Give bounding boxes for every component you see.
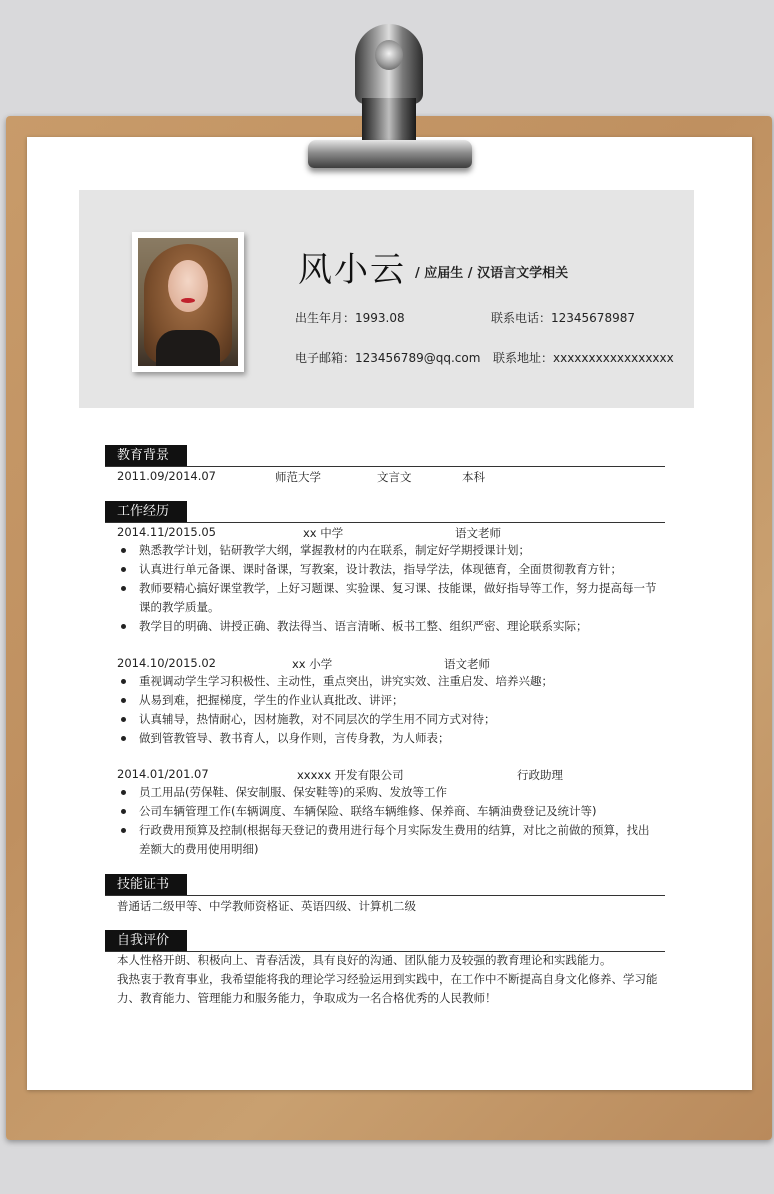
section-title-self-evaluation: 自我评价	[105, 930, 187, 952]
profile-header	[79, 190, 694, 408]
list-item: 重视调动学生学习积极性、主动性，重点突出，讲究实效、注重启发、培养兴趣；	[117, 672, 657, 691]
list-item: 员工用品(劳保鞋、保安制服、保安鞋等)的采购、发放等工作	[117, 783, 657, 802]
job-period: 2014.01/201.07	[117, 767, 209, 781]
education-major: 文言文	[377, 470, 412, 484]
skills-section	[105, 874, 665, 913]
education-school: 师范大学	[275, 470, 321, 484]
contact-address: 联系地址：xxxxxxxxxxxxxxxxx	[493, 351, 674, 365]
job-period: 2014.10/2015.02	[117, 656, 216, 670]
list-item: 从易到难，把握梯度，学生的作业认真批改、讲评；	[117, 691, 657, 710]
self-evaluation-line1: 本人性格开朗、积极向上、青春活泼，具有良好的沟通、团队能力及较强的教育理论和实践能力。	[117, 953, 612, 967]
candidate-subtitle: / 应届生 / 汉语言文学相关	[415, 266, 569, 281]
list-item: 教学目的明确、讲授正确、教法得当、语言清晰、板书工整、组织严密、理论联系实际；	[117, 617, 657, 636]
profile-photo	[132, 232, 244, 372]
self-evaluation-section	[105, 930, 665, 1005]
phone-number: 联系电话：12345678987	[491, 311, 635, 325]
education-period: 2011.09/2014.07	[117, 469, 216, 483]
job-organization: xx 中学	[303, 526, 344, 540]
job-organization: xx 小学	[292, 657, 333, 671]
work-section	[105, 501, 665, 856]
list-item: 熟悉教学计划，钻研教学大纲，掌握教材的内在联系，制定好学期授课计划；	[117, 541, 657, 560]
profile-photo-image	[138, 238, 238, 366]
resume-paper	[27, 137, 752, 1090]
list-item: 公司车辆管理工作(车辆调度、车辆保险、联络车辆维修、保养商、车辆油费登记及统计等)	[117, 802, 657, 821]
job-duties	[117, 672, 657, 748]
job-duties	[117, 783, 657, 859]
job-role: 语文老师	[444, 657, 490, 671]
list-item: 做到管教管导、教书育人，以身作则，言传身教，为人师表；	[117, 729, 657, 748]
email-address: 电子邮箱：123456789@qq.com	[295, 351, 481, 365]
education-degree: 本科	[462, 470, 485, 484]
list-item: 行政费用预算及控制(根据每天登记的费用进行每个月实际发生费用的结算，对比之前做的预算，找出差额大的费用使用明细)	[117, 821, 657, 859]
section-divider	[105, 466, 665, 467]
job-role: 行政助理	[517, 768, 563, 782]
binder-clip	[300, 24, 478, 176]
birth-date: 出生年月：1993.08	[295, 311, 405, 325]
job-period: 2014.11/2015.05	[117, 525, 216, 539]
education-section	[105, 445, 665, 484]
self-evaluation-line2: 我热衷于教育事业，我希望能将我的理论学习经验运用到实践中，在工作中不断提高自身文化修养、学习能力、教育能力、管理能力和服务能力，争取成为一名合格优秀的人民教师！	[117, 972, 658, 1005]
job-role: 语文老师	[455, 526, 501, 540]
section-title-skills: 技能证书	[105, 874, 187, 896]
section-title-education: 教育背景	[105, 445, 187, 467]
list-item: 认真辅导，热情耐心，因材施教，对不同层次的学生用不同方式对待；	[117, 710, 657, 729]
section-divider	[105, 522, 665, 523]
job-duties	[117, 541, 657, 636]
list-item: 教师要精心搞好课堂教学，上好习题课、实验课、复习课、技能课，做好指导等工作，努力提高每一节课的教学质量。	[117, 579, 657, 617]
skills-list: 普通话二级甲等、中学教师资格证、英语四级、计算机二级	[117, 899, 416, 913]
job-organization: xxxxx 开发有限公司	[297, 768, 404, 782]
list-item: 认真进行单元备课、课时备课，写教案，设计教法，指导学法，体现德育，全面贯彻教育方针；	[117, 560, 657, 579]
section-divider	[105, 895, 665, 896]
candidate-name: 风小云	[298, 250, 406, 290]
section-title-work: 工作经历	[105, 501, 187, 523]
